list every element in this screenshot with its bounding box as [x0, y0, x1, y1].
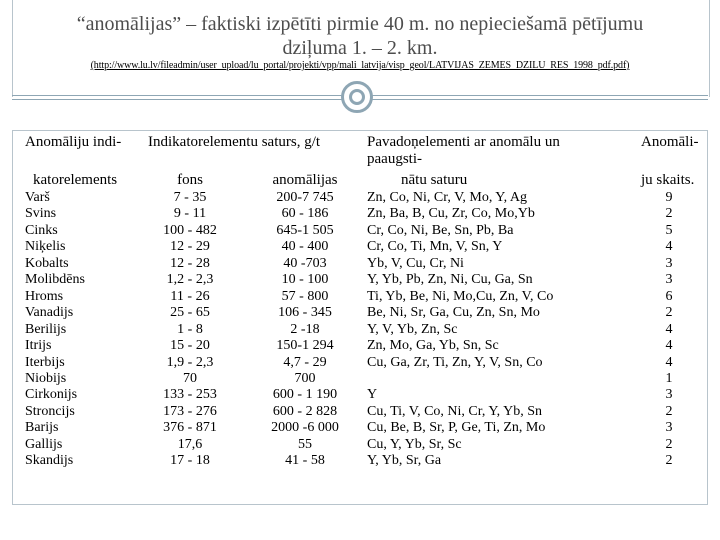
cell-fons: 173 - 276: [163, 403, 217, 419]
cell-element: Vanadijs: [25, 305, 74, 321]
table-row: [23, 355, 703, 371]
header-accompanying-line-1: Pavadoņelementi ar anomālu un: [367, 134, 560, 150]
cell-count: 4: [665, 321, 673, 337]
cell-accompanying: Y, Yb, Pb, Zn, Ni, Cu, Ga, Sn: [367, 272, 533, 288]
cell-count: 1: [665, 370, 673, 386]
cell-anomalijas: 10 - 100: [281, 272, 329, 288]
source-link[interactable]: (http://www.lu.lv/fileadmin/user_upload/lu_portal/projekti/vpp/mali_latvija/visp_geol/LATVIJAS_ZEMES_DZILU_RES_1998_pdf.pdf): [90, 60, 630, 71]
cell-count: 4: [665, 354, 673, 370]
table-row: [23, 190, 703, 206]
slide-title-line-2: dziļuma 1. – 2. km.: [282, 37, 438, 59]
cell-fons: 100 - 482: [163, 222, 217, 238]
cell-element: Niobijs: [25, 370, 67, 386]
cell-element: Hroms: [25, 288, 64, 304]
cell-anomalijas: 2000 -6 000: [271, 420, 339, 436]
ring-ornament-icon: [341, 81, 373, 113]
cell-accompanying: Cr, Co, Ni, Be, Sn, Pb, Ba: [367, 222, 514, 238]
cell-fons: 15 - 20: [170, 338, 210, 354]
table-row: [23, 453, 703, 469]
cell-element: Skandijs: [25, 453, 74, 469]
cell-anomalijas: 4,7 - 29: [283, 354, 327, 370]
cell-anomalijas: 57 - 800: [281, 288, 329, 304]
cell-element: Iterbijs: [25, 354, 65, 370]
cell-accompanying: Cu, Be, B, Sr, P, Ge, Ti, Zn, Mo: [367, 420, 546, 436]
cell-accompanying: Zn, Mo, Ga, Yb, Sn, Sc: [367, 338, 499, 354]
cell-fons: 9 - 11: [173, 206, 207, 222]
cell-accompanying: Be, Ni, Sr, Ga, Cu, Zn, Sn, Mo: [367, 305, 540, 321]
table-row: [23, 338, 703, 354]
cell-accompanying: Ti, Yb, Be, Ni, Mo,Cu, Zn, V, Co: [367, 288, 554, 304]
cell-element: Cinks: [25, 222, 58, 238]
slide-title-line-1: “anomālijas” – faktiski izpētīti pirmie 40 m. no nepieciešamā pētījumu: [76, 13, 644, 35]
cell-count: 3: [665, 255, 673, 271]
cell-count: 3: [665, 387, 673, 403]
cell-accompanying: Cu, Y, Yb, Sr, Sc: [367, 436, 462, 452]
header-anomalijas: anomālijas: [272, 172, 338, 188]
cell-accompanying: Y: [367, 387, 378, 403]
table-row: [23, 256, 703, 272]
cell-anomalijas: 700: [294, 370, 316, 386]
header-count-line-2: ju skaits.: [641, 172, 695, 188]
cell-count: 2: [665, 453, 673, 469]
cell-fons: 17,6: [177, 436, 203, 452]
cell-fons: 133 - 253: [163, 387, 217, 403]
cell-accompanying: Yb, V, Cu, Cr, Ni: [367, 255, 464, 271]
cell-anomalijas: 40 - 400: [281, 239, 329, 255]
cell-accompanying: Zn, Co, Ni, Cr, V, Mo, Y, Ag: [367, 190, 527, 205]
table-row: [23, 239, 703, 255]
table-row: [23, 371, 703, 387]
header-count-line-1: Anomāli-: [641, 134, 699, 150]
header-element-line-2: katorelements: [33, 172, 118, 188]
data-table: [23, 131, 703, 481]
cell-element: Cirkonijs: [25, 387, 78, 403]
table-row: [23, 305, 703, 321]
cell-anomalijas: 600 - 1 190: [272, 387, 338, 403]
table-row: [23, 272, 703, 288]
cell-accompanying: Cu, Ti, V, Co, Ni, Cr, Y, Yb, Sn: [367, 403, 543, 419]
cell-accompanying: Cu, Ga, Zr, Ti, Zn, Y, V, Sn, Co: [367, 354, 543, 370]
cell-count: 2: [665, 436, 673, 452]
cell-count: 9: [665, 190, 673, 205]
cell-count: 2: [665, 305, 673, 321]
cell-anomalijas: 60 - 186: [281, 206, 329, 222]
header-indicator-content: Indikatorelementu saturs, g/t: [148, 134, 321, 150]
cell-fons: 7 - 35: [173, 190, 207, 205]
cell-anomalijas: 2 -18: [290, 321, 320, 337]
cell-count: 2: [665, 403, 673, 419]
cell-fons: 11 - 26: [170, 288, 210, 304]
cell-fons: 12 - 28: [170, 255, 210, 271]
cell-count: 5: [665, 222, 673, 238]
cell-anomalijas: 200-7 745: [276, 190, 334, 205]
cell-element: Stroncijs: [25, 403, 75, 419]
cell-anomalijas: 150-1 294: [276, 338, 334, 354]
header-element-line-1: Anomāliju indi-: [25, 134, 122, 150]
cell-fons: 1,2 - 2,3: [166, 272, 214, 288]
cell-accompanying: Y, Yb, Sr, Ga: [367, 453, 442, 469]
cell-element: Kobalts: [25, 255, 69, 271]
cell-anomalijas: 106 - 345: [278, 305, 332, 321]
cell-anomalijas: 600 - 2 828: [272, 403, 338, 419]
table-row: [23, 206, 703, 222]
header-fons: fons: [177, 172, 203, 188]
cell-element: Svins: [25, 206, 57, 222]
cell-element: Molibdēns: [25, 272, 85, 288]
cell-count: 3: [665, 420, 673, 436]
cell-count: 2: [665, 206, 673, 222]
cell-element: Gallijs: [25, 436, 63, 452]
header-accompanying-line-2: paaugsti-: [367, 151, 422, 167]
cell-anomalijas: 40 -703: [283, 255, 327, 271]
cell-count: 3: [665, 272, 673, 288]
cell-fons: 25 - 65: [170, 305, 210, 321]
cell-fons: 17 - 18: [170, 453, 210, 469]
slide-title: [12, 12, 708, 60]
cell-element: Berilijs: [25, 321, 67, 337]
cell-accompanying: Y, V, Yb, Zn, Sc: [367, 321, 458, 337]
cell-fons: 376 - 871: [163, 420, 217, 436]
cell-fons: 12 - 29: [170, 239, 210, 255]
cell-fons: 70: [183, 370, 197, 386]
cell-anomalijas: 41 - 58: [285, 453, 325, 469]
cell-element: Itrijs: [25, 338, 52, 354]
table-row: [23, 420, 703, 436]
cell-element: Barijs: [25, 420, 59, 436]
cell-element: Niķelis: [25, 239, 66, 255]
cell-fons: 1 - 8: [177, 321, 203, 337]
cell-accompanying: Zn, Ba, B, Cu, Zr, Co, Mo,Yb: [367, 206, 535, 222]
cell-count: 4: [665, 239, 673, 255]
cell-fons: 1,9 - 2,3: [166, 354, 214, 370]
table-row: [23, 387, 703, 403]
cell-count: 4: [665, 338, 673, 354]
table-row: [23, 322, 703, 338]
cell-element: Varš: [25, 190, 50, 205]
cell-count: 6: [665, 288, 673, 304]
header-accompanying-line-3: nātu saturu: [401, 172, 468, 188]
cell-accompanying: Cr, Co, Ti, Mn, V, Sn, Y: [367, 239, 503, 255]
table-row: [23, 404, 703, 420]
table-row: [23, 437, 703, 453]
cell-anomalijas: 645-1 505: [276, 222, 334, 238]
table-row: [23, 289, 703, 305]
cell-anomalijas: 55: [298, 436, 312, 452]
table-row: [23, 223, 703, 239]
